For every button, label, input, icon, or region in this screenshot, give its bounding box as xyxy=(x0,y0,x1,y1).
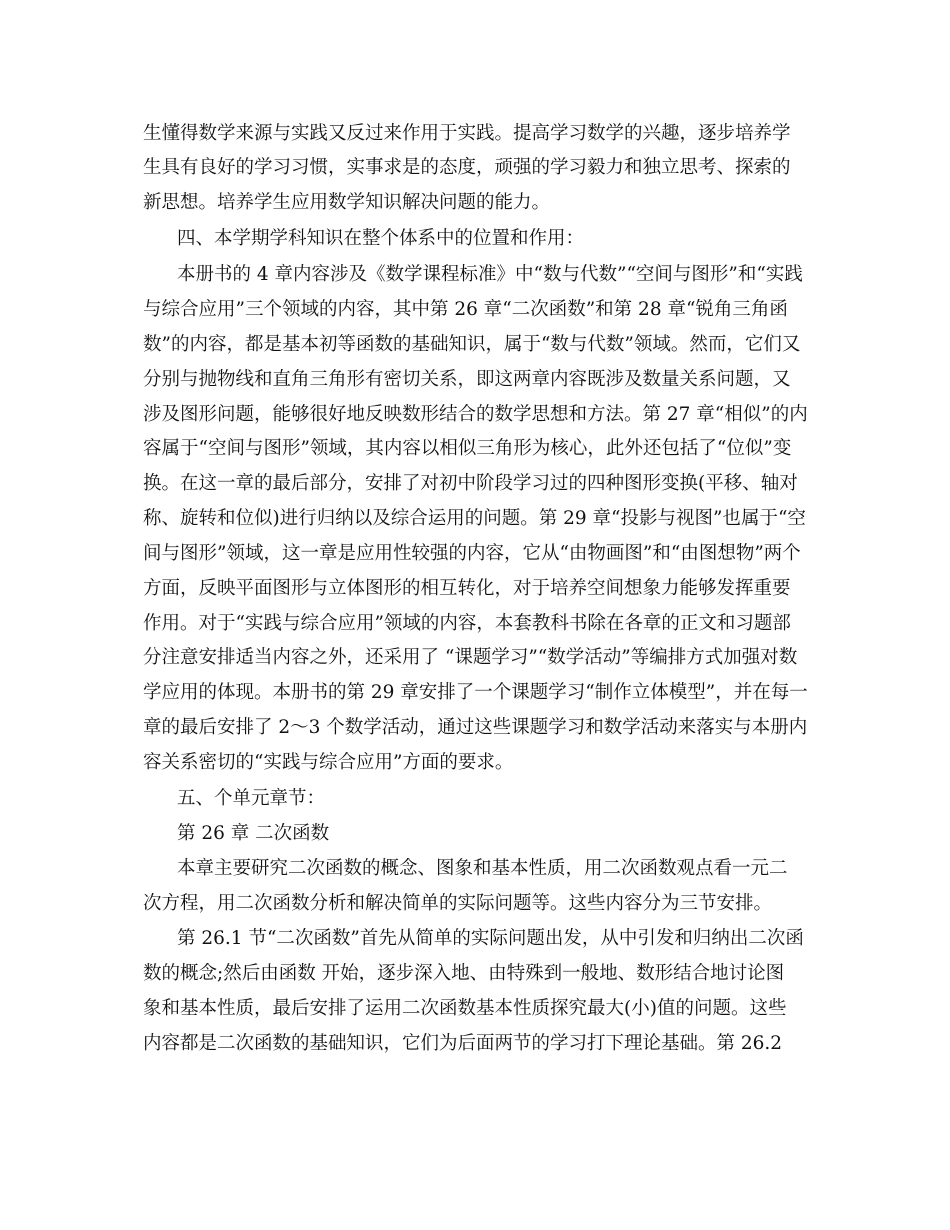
text-line: 章的最后安排了 2～3 个数学活动，通过这些课题学习和数学活动来落实与本册内 xyxy=(143,717,808,738)
text-line: 本章主要研究二次函数的概念、图象和基本性质，用二次函数观点看一元二 xyxy=(177,858,788,879)
text-line: 分注意安排适当内容之外，还采用了 “课题学习”“数学活动”等编排方式加强对数 xyxy=(143,647,798,668)
text-line: 分别与抛物线和直角三角形有密切关系，即这两章内容既涉及数量关系问题，又 xyxy=(143,369,791,390)
text-line: 与综合应用”三个领域的内容，其中第 26 章“二次函数”和第 28 章“锐角三角函 xyxy=(143,299,788,320)
chapter-heading: 第 26 章 二次函数 xyxy=(177,823,330,844)
text-line: 新思想。培养学生应用数学知识解决问题的能力。 xyxy=(143,192,551,213)
text-line: 本册书的 4 章内容涉及《数学课程标准》中“数与代数”“空间与图形”和“实践 xyxy=(177,264,803,285)
text-line: 数”的内容，都是基本初等函数的基础知识，属于“数与代数”领域。然而，它们又 xyxy=(143,334,801,355)
text-line: 第 26.1 节“二次函数”首先从简单的实际问题出发，从中引发和归纳出二次函 xyxy=(177,928,804,949)
text-line: 换。在这一章的最后部分，安排了对初中阶段学习过的四种图形变换(平移、轴对 xyxy=(143,473,798,494)
text-line: 生具有良好的学习习惯，实事求是的态度，顽强的学习毅力和独立思考、探索的 xyxy=(143,157,791,178)
text-line: 方面，反映平面图形与立体图形的相互转化，对于培养空间想象力能够发挥重要 xyxy=(143,578,791,599)
text-line: 涉及图形问题，能够很好地反映数形结合的数学思想和方法。第 27 章“相似”的内 xyxy=(143,404,808,425)
text-line: 学应用的体现。本册书的第 29 章安排了一个课题学习“制作立体模型”，并在每一 xyxy=(143,682,808,703)
text-line: 间与图形”领域，这一章是应用性较强的内容，它从“由物画图”和“由图想物”两个 xyxy=(143,543,801,564)
text-line: 容属于“空间与图形”领域，其内容以相似三角形为核心，此外还包括了“位似”变 xyxy=(143,438,792,459)
text-line: 称、旋转和位似)进行归纳以及综合运用的问题。第 29 章“投影与视图”也属于“空 xyxy=(143,508,806,529)
text-line: 内容都是二次函数的基础知识，它们为后面两节的学习打下理论基础。第 26.2 xyxy=(143,1033,783,1054)
section-heading: 四、本学期学科知识在整个体系中的位置和作用： xyxy=(177,228,585,249)
section-heading: 五、个单元章节： xyxy=(177,788,326,809)
text-line: 数的概念;然后由函数 开始，逐步深入地、由特殊到一般地、数形结合地讨论图 xyxy=(143,963,785,984)
text-line: 容关系密切的“实践与综合应用”方面的要求。 xyxy=(143,752,514,773)
text-line: 次方程，用二次函数分析和解决简单的实际问题等。这些内容分为三节安排。 xyxy=(143,893,773,914)
text-line: 生懂得数学来源与实践又反过来作用于实践。提高学习数学的兴趣，逐步培养学 xyxy=(143,123,791,144)
text-line: 作用。对于“实践与综合应用”领域的内容，本套教科书除在各章的正文和习题部 xyxy=(143,613,791,634)
text-line: 象和基本性质，最后安排了运用二次函数基本性质探究最大(小)值的问题。这些 xyxy=(143,998,787,1019)
